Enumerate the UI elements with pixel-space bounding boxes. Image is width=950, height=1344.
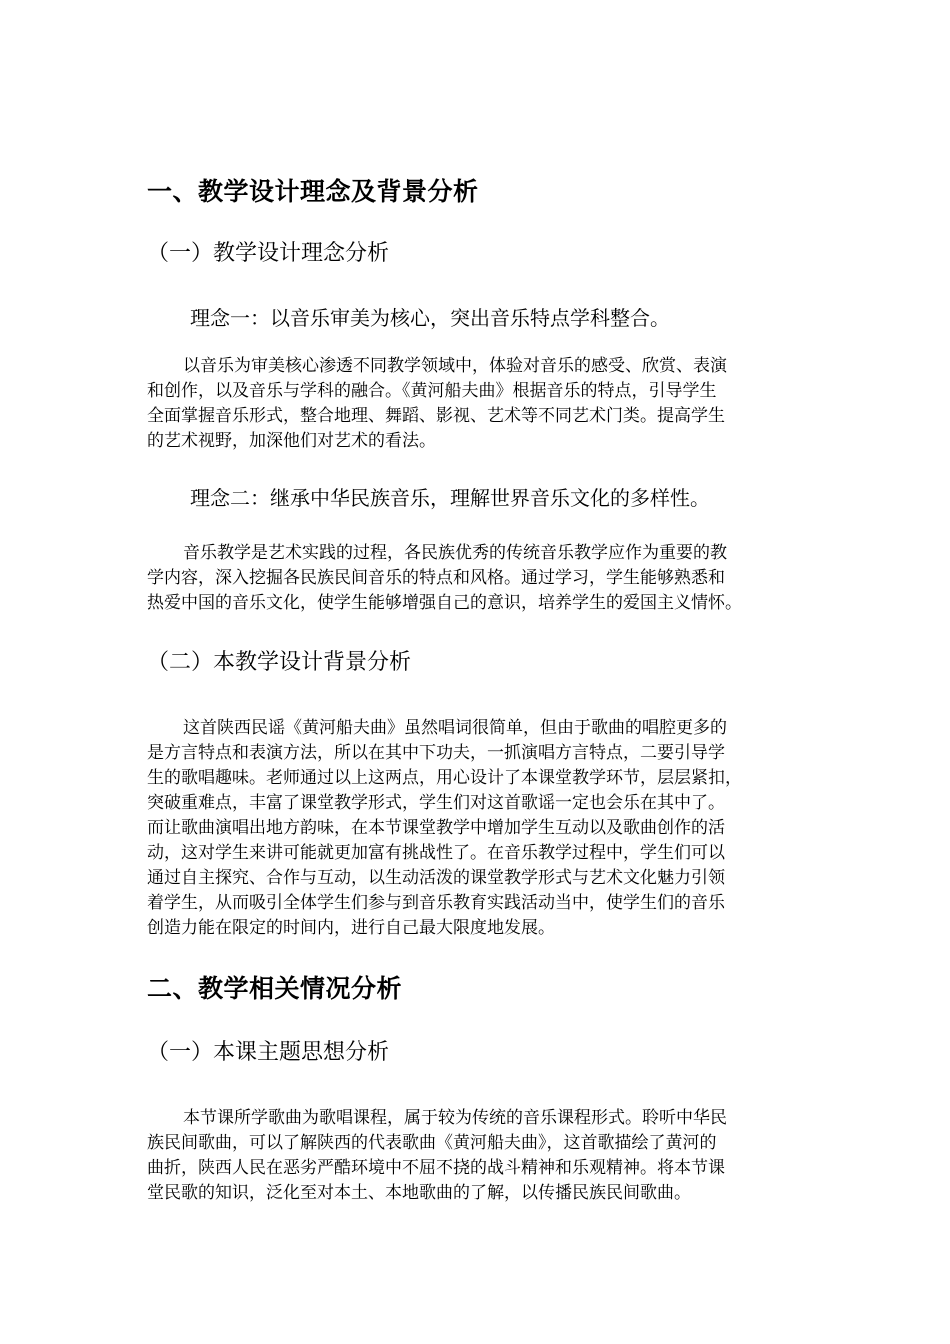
paragraph-line: 而让歌曲演唱出地方韵味，在本节课堂教学中增加学生互动以及歌曲创作的活 — [147, 818, 725, 838]
paragraph-line: 族民间歌曲，可以了解陕西的代表歌曲《黄河船夫曲》，这首歌描绘了黄河的 — [147, 1133, 717, 1153]
paragraph-line: 本节课所学歌曲为歌唱课程，属于较为传统的音乐课程形式。聆听中华民 — [183, 1108, 727, 1128]
paragraph-line: 堂民歌的知识，泛化至对本土、本地歌曲的了解，以传播民族民间歌曲。 — [147, 1183, 691, 1203]
paragraph-line: 是方言特点和表演方法，所以在其中下功夫，一抓演唱方言特点，二要引导学 — [147, 743, 725, 763]
paragraph-line: 和创作，以及音乐与学科的融合。《黄河船夫曲》根据音乐的特点，引导学生 — [147, 381, 717, 401]
section1-heading: 一、教学设计理念及背景分析 — [147, 177, 479, 206]
paragraph-line: 动，这对学生来讲可能就更加富有挑战性了。在音乐教学过程中，学生们可以 — [147, 843, 725, 863]
paragraph-line: 突破重难点，丰富了课堂教学形式，学生们对这首歌谣一定也会乐在其中了。 — [147, 793, 725, 813]
paragraph-line: 热爱中国的音乐文化，使学生能够增强自己的意识，培养学生的爱国主义情怀。 — [147, 593, 742, 613]
section2-heading: 二、教学相关情况分析 — [147, 974, 403, 1003]
concept1-paragraph — [147, 354, 815, 454]
paragraph-line: 的艺术视野，加深他们对艺术的看法。 — [147, 431, 436, 451]
section1-sub1-heading: （一）教学设计理念分析 — [147, 241, 390, 266]
paragraph-line: 通过自主探究、合作与互动，以生动活泼的课堂教学形式与艺术文化魅力引领 — [147, 868, 725, 888]
paragraph-line: 学内容，深入挖掘各民族民间音乐的特点和风格。通过学习，学生能够熟悉和 — [147, 568, 725, 588]
concept2-paragraph — [147, 541, 815, 616]
paragraph-line: 音乐教学是艺术实践的过程，各民族优秀的传统音乐教学应作为重要的教 — [183, 543, 727, 563]
paragraph-line: 曲折，陕西人民在恶劣严酷环境中不屈不挠的战斗精神和乐观精神。将本节课 — [147, 1158, 725, 1178]
paragraph-line: 以音乐为审美核心渗透不同教学领域中，体验对音乐的感受、欣赏、表演 — [183, 356, 727, 376]
concept1-heading: 理念一：以音乐审美为核心，突出音乐特点学科整合。 — [190, 306, 670, 330]
concept2-heading: 理念二：继承中华民族音乐，理解世界音乐文化的多样性。 — [190, 486, 710, 510]
section1-sub2-heading: （二）本教学设计背景分析 — [147, 650, 412, 675]
paragraph-line: 着学生，从而吸引全体学生们参与到音乐教育实践活动当中，使学生们的音乐 — [147, 893, 725, 913]
section2-sub1-heading: （一）本课主题思想分析 — [147, 1040, 390, 1065]
paragraph-line: 创造力能在限定的时间内，进行自己最大限度地发展。 — [147, 918, 555, 938]
paragraph-line: 这首陕西民谣《黄河船夫曲》虽然唱词很简单，但由于歌曲的唱腔更多的 — [183, 718, 727, 738]
paragraph-line: 全面掌握音乐形式，整合地理、舞蹈、影视、艺术等不同艺术门类。提高学生 — [147, 406, 725, 426]
paragraph-line: 生的歌唱趣味。老师通过以上这两点，用心设计了本课堂教学环节，层层紧扣， — [147, 768, 742, 788]
theme-paragraph — [147, 1106, 815, 1206]
background-paragraph — [147, 716, 815, 941]
